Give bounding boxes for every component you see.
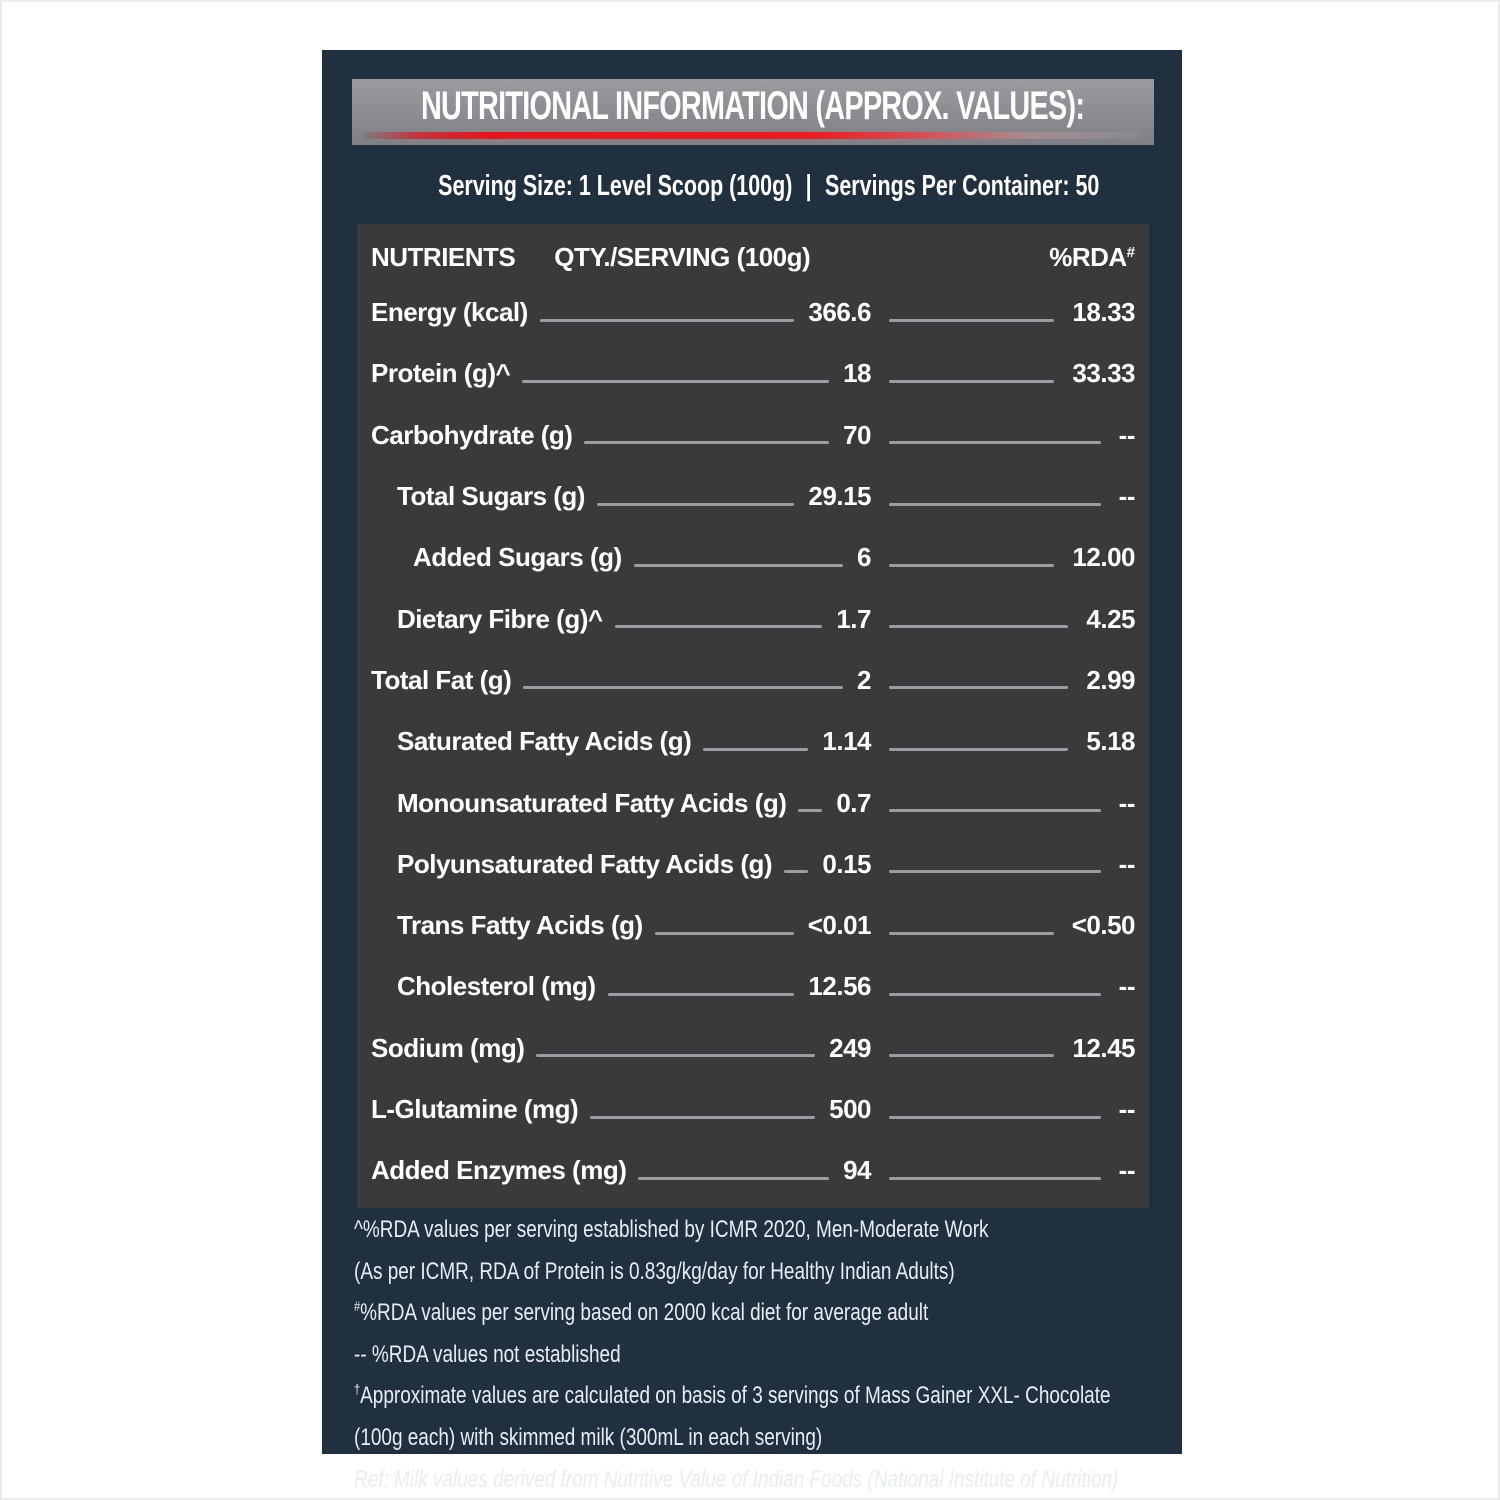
nutrient-label: L-Glutamine (mg)	[371, 1094, 579, 1124]
table-row	[371, 834, 1135, 895]
nutrient-label: Energy (kcal)	[371, 297, 528, 328]
nutrient-qty: <0.01	[807, 910, 871, 941]
title-bar	[352, 79, 1154, 145]
nutrient-label: Sodium (mg)	[371, 1032, 525, 1063]
leader-line	[584, 441, 829, 444]
leader-line	[889, 748, 1068, 751]
nutrient-qty: 500	[829, 1094, 871, 1124]
leader-line	[889, 564, 1054, 567]
leader-line	[703, 748, 808, 751]
leader-line	[889, 319, 1054, 322]
nutrient-qty: 0.15	[822, 848, 871, 879]
nutrient-label: Added Enzymes (mg)	[371, 1155, 627, 1186]
leader-line	[889, 870, 1101, 873]
nutrient-rda: 5.18	[1086, 726, 1135, 757]
table-row	[371, 343, 1135, 404]
leader-line	[540, 319, 795, 322]
table-row	[371, 282, 1135, 343]
nutrient-rda: 33.33	[1072, 358, 1135, 389]
nutrient-rda: 12.45	[1072, 1032, 1135, 1063]
leader-line	[608, 993, 795, 996]
leader-line	[597, 503, 794, 506]
leader-line	[523, 686, 843, 689]
nutrient-rda: --	[1118, 787, 1135, 818]
header-qty-serving: QTY./SERVING (100g)	[554, 241, 811, 272]
footnote: (As per ICMR, RDA of Protein is 0.83g/kg/day for Healthy Indian Adults)	[354, 1257, 955, 1285]
nutrient-qty: 12.56	[808, 971, 871, 1002]
table-header-row	[371, 224, 1135, 282]
nutrient-rda: 12.00	[1072, 542, 1135, 573]
nutrient-qty: 18	[843, 358, 871, 389]
leader-line	[634, 564, 843, 567]
nutrient-rda: 18.33	[1072, 297, 1135, 328]
nutrient-label: Monounsaturated Fatty Acids (g)	[397, 787, 787, 818]
nutrient-rda: 2.99	[1086, 664, 1135, 695]
table-row	[371, 405, 1135, 466]
table-row	[371, 527, 1135, 588]
red-accent-line	[362, 132, 1140, 139]
table-row	[371, 588, 1135, 649]
leader-line	[889, 1177, 1101, 1180]
leader-line	[889, 625, 1068, 628]
table-row	[371, 711, 1135, 772]
nutrient-qty: 70	[843, 419, 871, 450]
leader-line	[889, 1054, 1054, 1057]
leader-line	[889, 686, 1068, 689]
leader-line	[889, 993, 1101, 996]
table-row	[371, 1079, 1135, 1140]
servings-per-container: Servings Per Container: 50	[825, 170, 1100, 202]
footnote: -- %RDA values not established	[354, 1340, 621, 1368]
leader-line	[522, 380, 829, 383]
footnote: ^%RDA values per serving established by ICMR 2020, Men-Moderate Work	[354, 1216, 989, 1243]
table-row	[371, 466, 1135, 527]
leader-line	[536, 1054, 815, 1057]
leader-line	[889, 503, 1101, 506]
nutrient-label: Trans Fatty Acids (g)	[397, 910, 643, 941]
nutrient-qty: 1.7	[836, 603, 871, 634]
leader-line	[798, 809, 822, 812]
nutrient-rda: <0.50	[1071, 910, 1135, 941]
nutrient-rda: --	[1118, 481, 1135, 512]
leader-line	[889, 1116, 1101, 1119]
page-title-text: NUTRITIONAL INFORMATION (APPROX. VALUES):	[421, 83, 1085, 128]
nutrient-qty: 366.6	[808, 297, 871, 328]
nutrient-label: Polyunsaturated Fatty Acids (g)	[397, 848, 773, 879]
page-title	[352, 79, 1154, 133]
footnote: †Approximate values are calculated on basis of 3 servings of Mass Gainer XXL- Chocolate	[354, 1381, 1111, 1410]
nutrient-rda: --	[1118, 848, 1135, 879]
nutrient-label: Saturated Fatty Acids (g)	[397, 726, 692, 757]
nutrient-qty: 1.14	[822, 726, 871, 757]
nutrient-qty: 2	[857, 664, 871, 695]
footnote-reference: Ref: Milk values derived from Nutritive Value of Indian Foods (National Institute of Nutrition)	[354, 1465, 1119, 1493]
nutrient-qty: 0.7	[836, 787, 871, 818]
nutrient-label: Protein (g)^	[371, 358, 511, 389]
nutrient-rda: --	[1118, 1155, 1135, 1186]
table-row	[371, 956, 1135, 1017]
nutrient-label: Cholesterol (mg)	[397, 971, 596, 1002]
nutrition-panel	[322, 50, 1182, 1493]
header-rda: %RDA#	[1049, 241, 1135, 272]
nutrient-rda: --	[1118, 971, 1135, 1002]
header-nutrients: NUTRIENTS	[371, 241, 516, 272]
nutrient-rda: --	[1118, 419, 1135, 450]
nutrient-qty: 249	[829, 1032, 871, 1063]
nutrient-label: Total Sugars (g)	[397, 481, 585, 512]
table-row	[371, 895, 1135, 956]
leader-line	[889, 441, 1101, 444]
footnote: (100g each) with skimmed milk (300mL in each serving)	[354, 1423, 823, 1451]
leader-line	[655, 932, 794, 935]
leader-line	[638, 1177, 829, 1180]
table-row	[371, 1018, 1135, 1079]
leader-line	[889, 380, 1054, 383]
leader-line	[590, 1116, 815, 1119]
leader-line	[615, 625, 823, 628]
nutrient-rda: --	[1118, 1094, 1135, 1124]
nutrient-label: Total Fat (g)	[371, 664, 512, 695]
table-row	[371, 772, 1135, 833]
footnotes	[354, 1206, 1322, 1497]
nutrient-qty: 6	[857, 542, 871, 573]
footnote: #%RDA values per serving based on 2000 kcal diet for average adult	[354, 1298, 929, 1327]
leader-line	[889, 809, 1101, 812]
nutrient-qty: 29.15	[808, 481, 871, 512]
serving-divider: |	[805, 170, 812, 202]
serving-info	[322, 170, 1182, 203]
nutrient-rda: 4.25	[1086, 603, 1135, 634]
nutrient-label: Carbohydrate (g)	[371, 419, 573, 450]
table-row	[371, 1140, 1135, 1201]
leader-line	[784, 870, 808, 873]
header-rda-superscript: #	[1126, 243, 1135, 261]
leader-line	[889, 932, 1054, 935]
table-row	[371, 650, 1135, 711]
nutrient-qty: 94	[843, 1155, 871, 1186]
nutrient-label: Dietary Fibre (g)^	[397, 603, 603, 634]
nutrition-table	[357, 224, 1149, 1208]
serving-size: Serving Size: 1 Level Scoop (100g)	[438, 170, 793, 202]
nutrient-label: Added Sugars (g)	[413, 542, 622, 573]
